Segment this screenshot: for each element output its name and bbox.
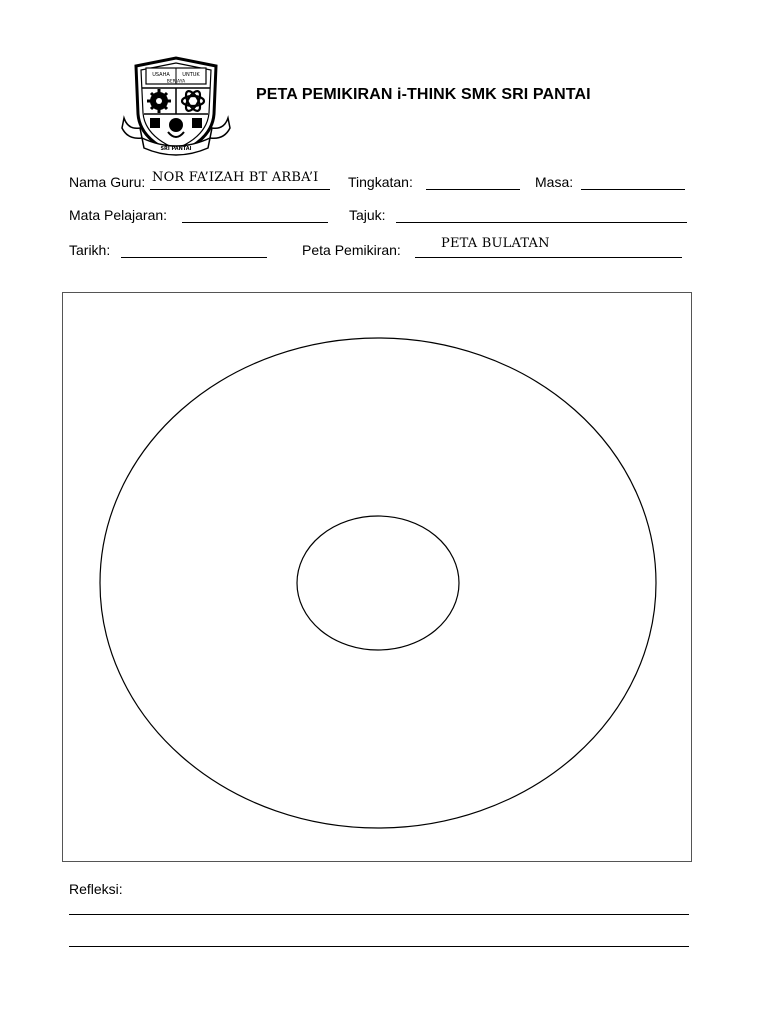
svg-text:BERJAYA: BERJAYA [166, 79, 186, 85]
circle-map [63, 293, 691, 861]
page-title: PETA PEMIKIRAN i-THINK SMK SRI PANTAI [256, 86, 591, 103]
nama-guru-value: NOR FA’IZAH BT ARBA’I [152, 170, 319, 185]
tarikh-field[interactable] [121, 257, 267, 258]
svg-text:USAHA: USAHA [152, 72, 170, 78]
peta-pemikiran-field[interactable] [415, 257, 682, 258]
svg-text:UNTUK: UNTUK [182, 72, 200, 78]
peta-pemikiran-value: PETA BULATAN [441, 236, 550, 251]
circle-map-frame [62, 292, 692, 862]
mata-pelajaran-field[interactable] [182, 222, 328, 223]
refleksi-line-2[interactable] [69, 946, 689, 947]
refleksi-label: Refleksi: [69, 881, 123, 897]
peta-pemikiran-label: Peta Pemikiran: [302, 242, 401, 258]
school-logo [118, 52, 234, 162]
inner-circle [297, 516, 459, 650]
masa-label: Masa: [535, 174, 574, 190]
mata-pelajaran-label: Mata Pelajaran: [69, 207, 168, 223]
tajuk-field[interactable] [396, 222, 687, 223]
tajuk-label: Tajuk: [349, 207, 386, 223]
tarikh-label: Tarikh: [69, 242, 111, 258]
nama-guru-label: Nama Guru: [69, 174, 146, 190]
outer-circle [100, 338, 656, 828]
masa-field[interactable] [581, 189, 685, 190]
svg-text:SRI PANTAI: SRI PANTAI [160, 146, 192, 152]
nama-guru-field[interactable] [150, 189, 330, 190]
tingkatan-field[interactable] [426, 189, 520, 190]
refleksi-line-1[interactable] [69, 914, 689, 915]
tingkatan-label: Tingkatan: [348, 174, 413, 190]
